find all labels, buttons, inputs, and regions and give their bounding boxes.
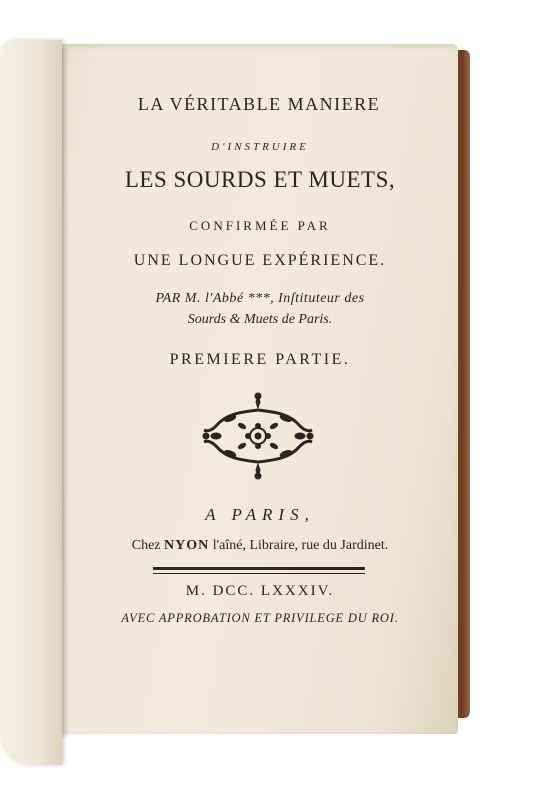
publisher-name: NYON bbox=[164, 538, 210, 553]
author-line-2: Sourds & Muets de Paris. bbox=[187, 312, 333, 327]
floral-vignette-icon bbox=[200, 392, 316, 480]
publisher-suffix: l'aîné, Libraire, rue du Jardinet. bbox=[212, 538, 389, 553]
title-line-3: LES SOURDS ET MUETS, bbox=[124, 167, 396, 192]
publication-date: M. DCC. LXXXIV. bbox=[185, 583, 335, 599]
title-line-1: LA VÉRITABLE MANIERE bbox=[137, 94, 381, 114]
title-line-2: D'INSTRUIRE bbox=[211, 141, 309, 153]
imprint-place: A PARIS, bbox=[205, 505, 315, 524]
double-rule-thin bbox=[153, 573, 365, 574]
part-label: PREMIERE PARTIE. bbox=[169, 351, 351, 368]
approbation-line: AVEC APPROBATION ET PRIVILEGE DU ROI. bbox=[121, 611, 399, 625]
title-line-5: UNE LONGUE EXPÉRIENCE. bbox=[133, 252, 387, 269]
double-rule-thick bbox=[153, 567, 365, 570]
author-line-1: PAR M. l'Abbé ***, Inſtituteur des bbox=[155, 291, 365, 306]
facing-page bbox=[0, 40, 62, 765]
title-line-4: CONFIRMÉE PAR bbox=[189, 218, 331, 233]
publisher-prefix: Chez bbox=[131, 538, 161, 553]
imprint-publisher bbox=[92, 538, 428, 554]
